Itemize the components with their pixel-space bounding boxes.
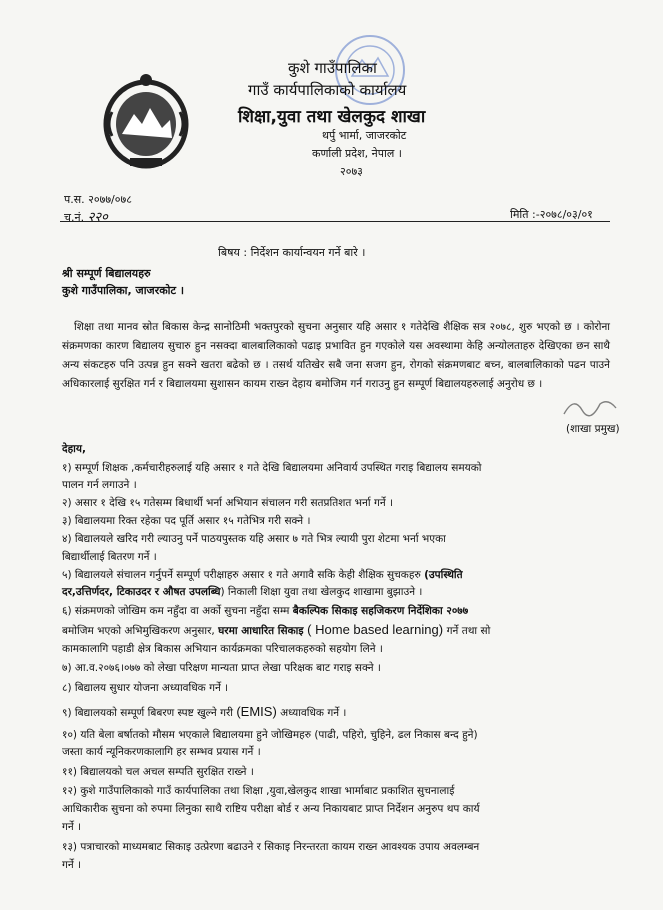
point-10-line-2: जस्ता कार्य न्यूनिकरणकालागि हर सम्भव प्रयास गर्ने । — [62, 746, 261, 758]
point-5-line-2 — [62, 585, 422, 599]
point-6-line-3: कामकालागि पहाडी क्षेत्र बिकास अभियान कार्यक्रमका परिचालकहरुको सहयोग लिने । — [62, 643, 383, 655]
point-6-english: ( Home based learning) — [303, 622, 447, 637]
point-13-line-1: १३) पत्राचारको माध्यमबाट सिकाइ उत्प्रेरणा बढाउने र सिकाइ निरन्तरता कायम राख्न आवश्यक उपाय अवलम्बन — [62, 841, 480, 853]
point-11: ११) बिद्यालयको चल अचल सम्पति सुरक्षित राख्ने । — [62, 766, 254, 778]
header-line-6: २०७३ — [340, 165, 363, 178]
point-13-line-2: गर्ने । — [62, 859, 82, 871]
header-line-5: कर्णाली प्रदेश, नेपाल । — [312, 147, 402, 160]
subject-line: बिषय : निर्देशन कार्यान्वयन गर्ने बारे । — [218, 246, 366, 259]
header-divider — [60, 221, 610, 222]
point-5-bold-a: (उपस्थिति — [424, 569, 463, 581]
point-12-line-1: १२) कुशे गाउँपालिकाको गाउँ कार्यपालिका तथा शिक्षा ,युवा,खेलकुद शाखा भार्माबाट प्रकाशित सुचनालाई — [62, 785, 455, 797]
point-5-text-b: ) निकाली शिक्षा युवा तथा खेलकुद शाखामा बुझाउने । — [220, 586, 423, 598]
addressee-line-2: कुशे गाउँपालिका, जाजरकोट । — [62, 284, 185, 297]
letter-date: मिति :-२०७८/०३/०१ — [510, 208, 593, 221]
point-5-text-a: ५) बिद्यालयले संचालन गर्नुपर्ने सम्पूर्ण परीक्षाहरु असार १ गते अगावै सकि केही शैक्षिक सुचकहरु — [62, 569, 425, 581]
header-line-1: कुशे गाउँपालिका — [288, 59, 377, 77]
ref-chn-value: २२० — [87, 210, 108, 225]
point-4-line-2: बिद्यार्थीलाई बितरण गर्ने । — [62, 551, 157, 563]
point-6-text-a: ६) संक्रमणको जोखिम कम नहुँदा वा अर्को सुचना नहुँदा सम्म — [62, 605, 293, 617]
point-6-bold-a: बैकल्पिक सिकाइ सहजिकरण निर्देशिका २०७७ — [292, 605, 469, 617]
addressee-line-1: श्री सम्पूर्ण बिद्यालयहरु — [62, 267, 151, 280]
point-9-emis: (EMIS) — [236, 704, 277, 719]
point-5-line-1 — [62, 568, 463, 582]
point-10-line-1: १०) यति बेला बर्षातको मौसम भएकाले बिद्यालयमा हुने जोखिमहरु (पाढी, पहिरो, चुहिने, ढल निकास बन्द हुने) — [62, 729, 478, 741]
ref-ps: प.स. २०७७/०७८ — [64, 193, 132, 206]
point-6-line-1 — [62, 604, 468, 618]
header-line-4: थर्पु भार्मा, जाजरकोट — [322, 129, 407, 142]
point-9 — [62, 704, 346, 720]
point-12-line-2: आधिकारीक सुचना को रुपमा लिनुका साथै राष्टिय परीक्षा बोर्ड र अन्य निकायबाट प्राप्त निर्देशन अनुरुप थप कार्य — [62, 803, 480, 815]
signature-label: (शाखा प्रमुख) — [566, 423, 620, 435]
dehaya-heading: देहाय, — [62, 443, 86, 455]
signature-mark-icon — [560, 392, 620, 422]
point-9-text-b: अध्यावधिक गर्ने । — [276, 707, 347, 719]
point-1-line-1: १) सम्पूर्ण शिक्षक ,कर्मचारीहरुलाई यहि असार १ गते देखि बिद्यालयमा अनिवार्य उपस्थित गराइ बिद्यालय समयको — [62, 462, 482, 474]
ref-chn — [64, 207, 108, 225]
point-6-text-c: गर्ने तथा सो — [446, 625, 491, 637]
point-6-bold-b: घरमा आधारित सिकाइ — [218, 625, 304, 637]
ref-chn-label: च.नं. — [64, 211, 85, 224]
nepal-emblem-icon — [100, 72, 192, 172]
body-paragraph: शिक्षा तथा मानव स्रोत बिकास केन्द्र सानोठिमी भक्तपुरको सुचना अनुसार यहि असार १ गतेदेखि शैक्षिक सत्र २०७८, शुरु भएको छ । कोरोना संक्रमणका कारण बिद्यालय सुचारु हुन नसक्दा बालबालिकाको पढाइ प्रभावित हुन गएकोले यस अवस्थामा केहि अन्योलताहरु देखिएका छन साथै अन्य संकटहरु पनि उत्पन्न हुन सक्ने खतरा बढेको छ । तसर्थ यतिखेर सबै जना सजग हुन, रोगको संक्रमणबाट बच्न, बालबालिकाको पढन पाउने अधिकारलाई सुरक्षित गर्न र बिद्यालयमा सुशासन कायम राख्न देहाय बमोजिम गर्न गराउनु हुन सम्पूर्ण बिद्यालयहरुलाई अनुरोध छ । — [62, 321, 610, 390]
point-6-text-b: बमोजिम भएको अभिमुखिकरण अनुसार, — [62, 625, 219, 637]
point-8: ८) बिद्यालय सुधार योजना अध्यावधिक गर्ने । — [62, 682, 229, 694]
point-7: ७) आ.व.२०७६।०७७ को लेखा परिक्षण मान्यता प्राप्त लेखा परिक्षक बाट गराइ सक्ने । — [62, 662, 381, 674]
header-line-3: शिक्षा,युवा तथा खेलकुद शाखा — [238, 107, 426, 127]
point-9-text-a: ९) बिद्यालयको सम्पूर्ण बिबरण स्पष्ट खुल्ने गरी — [62, 707, 237, 719]
point-1-line-2: पालन गर्न लगाउने । — [62, 479, 137, 491]
header-line-2: गाउँ कार्यपालिकाको कार्यालय — [248, 81, 407, 99]
point-4-line-1: ४) बिद्यालयले खरिद गरी ल्याउनु पर्ने पाठयपुस्तक यहि असार ७ गते भित्र ल्यायी पुरा शेटमा भर्ना भएका — [62, 533, 446, 545]
point-5-bold-b: दर,उत्तिर्णदर, टिकाउदर र औषत उपलब्धि — [62, 586, 221, 598]
point-2: २) असार १ देखि १५ गतेसम्म बिधार्थी भर्ना अभियान संचालन गरी सतप्रतिशत भर्ना गर्ने । — [62, 497, 393, 509]
point-6-line-2 — [62, 622, 490, 638]
point-12-line-3: गर्ने । — [62, 821, 82, 833]
point-3: ३) बिद्यालयमा रिक्त रहेका पद पूर्ति असार १५ गतेभित्र गरी सक्ने । — [62, 515, 311, 527]
